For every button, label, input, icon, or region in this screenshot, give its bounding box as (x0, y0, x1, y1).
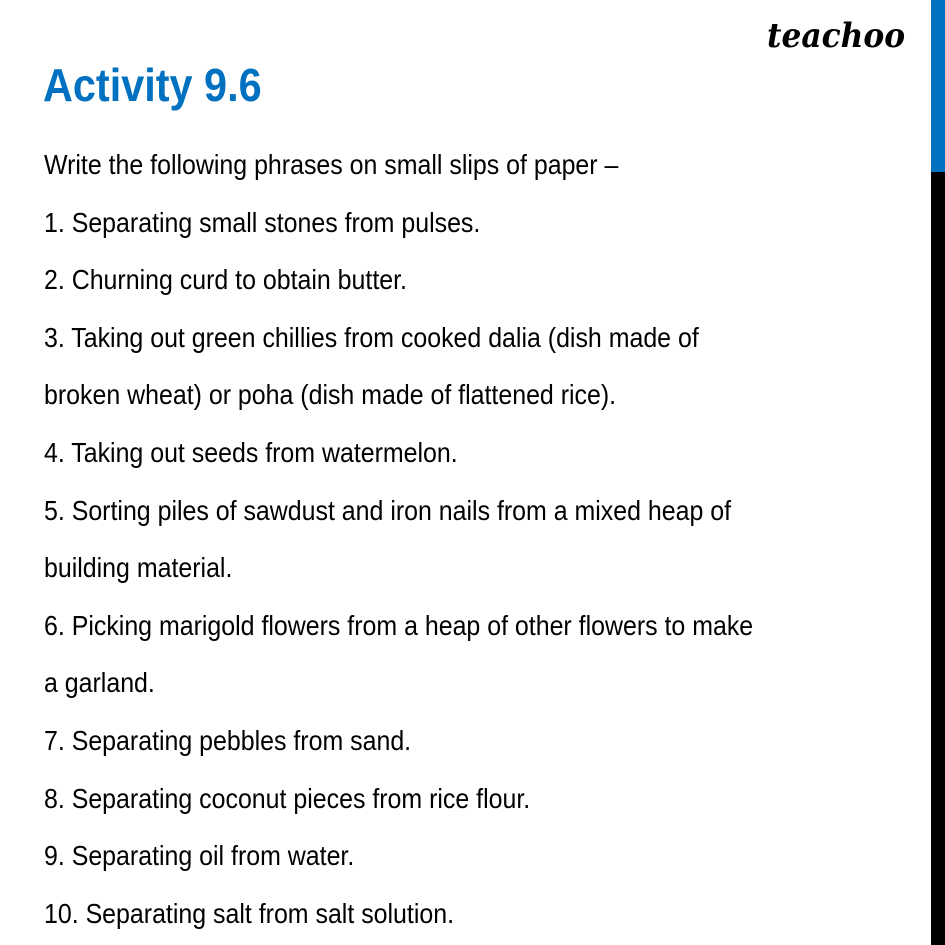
list-item-2: 2. Churning curd to obtain butter. (44, 264, 407, 296)
list-item-1: 1. Separating small stones from pulses. (44, 206, 481, 238)
list-item-6-line-2: a garland. (44, 667, 155, 699)
list-item-6-line-1: 6. Picking marigold flowers from a heap of other flowers to make (44, 609, 754, 641)
list-item-8: 8. Separating coconut pieces from rice flour. (44, 782, 531, 814)
list-item-3-line-2: broken wheat) or poha (dish made of flattened rice). (44, 379, 617, 411)
list-item-10: 10. Separating salt from salt solution. (44, 897, 455, 929)
edge-accent-bar-black (931, 172, 945, 945)
list-item-3-line-1: 3. Taking out green chillies from cooked dalia (dish made of (44, 321, 699, 353)
activity-body (44, 136, 898, 942)
list-item-9: 9. Separating oil from water. (44, 840, 355, 872)
edge-accent-bar-blue (931, 0, 945, 172)
list-item-4: 4. Taking out seeds from watermelon. (44, 436, 458, 468)
list-item-7: 7. Separating pebbles from sand. (44, 724, 412, 756)
page-title: Activity 9.6 (43, 59, 262, 111)
teachoo-logo: teachoo (767, 16, 906, 56)
list-item-5-line-1: 5. Sorting piles of sawdust and iron nails from a mixed heap of (44, 494, 732, 526)
intro-text: Write the following phrases on small slips of paper – (44, 149, 619, 180)
list-item-5-line-2: building material. (44, 552, 233, 584)
